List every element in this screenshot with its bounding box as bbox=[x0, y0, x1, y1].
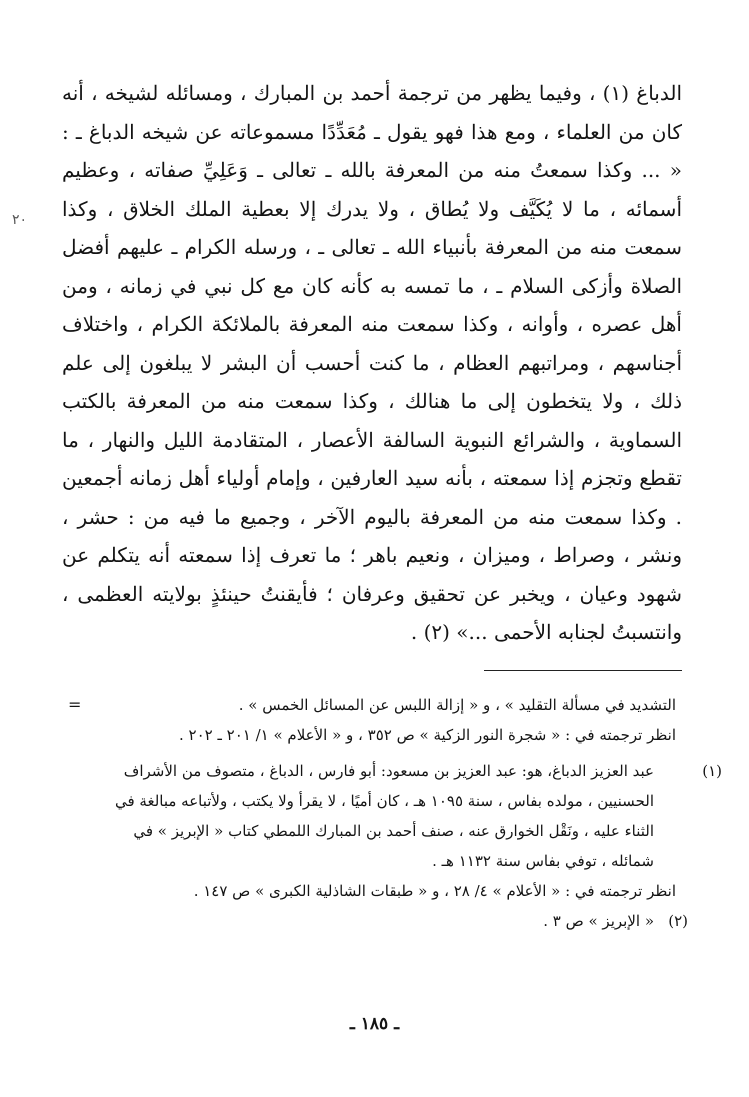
footnote-1-number: (١) bbox=[702, 762, 722, 780]
footnote-1-reference: انظر ترجمته في : « الأعلام » ٤/ ٢٨ ، و « طبقات الشاذلية الكبرى » ص ١٤٧ . bbox=[193, 882, 676, 900]
footnote-2-body bbox=[90, 906, 688, 936]
main-paragraph: الدباغ (١) ، وفيما يظهر من ترجمة أحمد بن المبارك ، ومسائله لشيخه ، أنه كان من العلماء ، ومع هذا فهو يقول ـ مُعَدِّدًا مسموعاته عن شيخه الدباغ ـ : « ... وكذا سمعتُ منه من المعرفة بالله ـ تعالى ـ وَعَلِيِّ صفاته ، وعظيم أسمائه ، ما لا يُكَيَّف ولا يُطاق ، ولا يدرك إلا بعطية الملك الخلاق ، وكذا سمعت منه من المعرفة بأنبياء الله ـ تعالى ـ ، ورسله الكرام ـ عليهم أفضل الصلاة وأزكى السلام ـ ، ما تمسه به كأنه كان مع كل نبي في زمانه ، ومن أهل عصره ، وأوانه ، وكذا سمعت منه المعرفة بالملائكة الكرام ، واختلاف أجناسهم ، ومراتبهم العظام ، ما كنت أحسب أن البشر لا يبلغون إلى علم ذلك ، ولا يتخطون إلى ما هنالك ، وكذا سمعت منه من المعرفة بالكتب السماوية ، والشرائع النبوية السالفة الأعصار ، المتقادمة الليل والنهار ، ما تقطع وتجزم إذا سمعته ، بأنه سيد العارفين ، وإمام أولياء أهل زمانه أجمعين . وكذا سمعت منه من المعرفة باليوم الآخر ، وجميع ما فيه من : حشر ، ونشر ، وصراط ، وميزان ، ونعيم باهر ؛ ما تعرف إذا سمعته أنه يتكلم عن شهود وعيان ، ويخبر عن تحقيق وعرفان ؛ فأيقنتُ حينئذٍ بولايته العظمى ، وانتسبتُ لجنابه الأحمى ...» (٢) . bbox=[62, 81, 682, 644]
page-number: ـ ١٨٥ ـ bbox=[349, 1014, 400, 1034]
margin-note: ٢٠ bbox=[12, 212, 28, 228]
continuation-reference: انظر ترجمته في : « شجرة النور الزكية » ص ٣٥٢ ، و « الأعلام » ١/ ٢٠١ ـ ٢٠٢ . bbox=[178, 726, 676, 744]
footnote-separator bbox=[484, 670, 682, 671]
footnote-1-body bbox=[90, 756, 722, 876]
footnote-2-number: (٢) bbox=[668, 912, 688, 930]
footnotes-section bbox=[68, 690, 722, 936]
footnote-2 bbox=[90, 906, 688, 936]
main-text-body bbox=[62, 74, 682, 652]
continuation-marker: = bbox=[68, 695, 82, 714]
footnote-continuation bbox=[68, 690, 688, 750]
continuation-text: التشديد في مسألة التقليد » ، و « إزالة اللبس عن المسائل الخمس » . bbox=[238, 696, 676, 714]
footnote-1-text: عبد العزيز الدباغ، هو: عبد العزيز بن مسعود: أبو فارس ، الدباغ ، متصوف من الأشراف الحسنيين ، مولده بفاس ، سنة ١٠٩٥ هـ ، كان أميًا ، لا يقرأ ولا يكتب ، ولأتباعه مبالغة في الثناء عليه ، ونَقْل الخوارق عنه ، صنف أحمد بن المبارك اللمطي كتاب « الإبريز » في شمائله ، توفي بفاس سنة ١١٣٢ هـ . bbox=[114, 762, 654, 870]
footnote-1 bbox=[90, 756, 722, 906]
footnote-2-text: « الإبريز » ص ٣ . bbox=[543, 912, 654, 930]
